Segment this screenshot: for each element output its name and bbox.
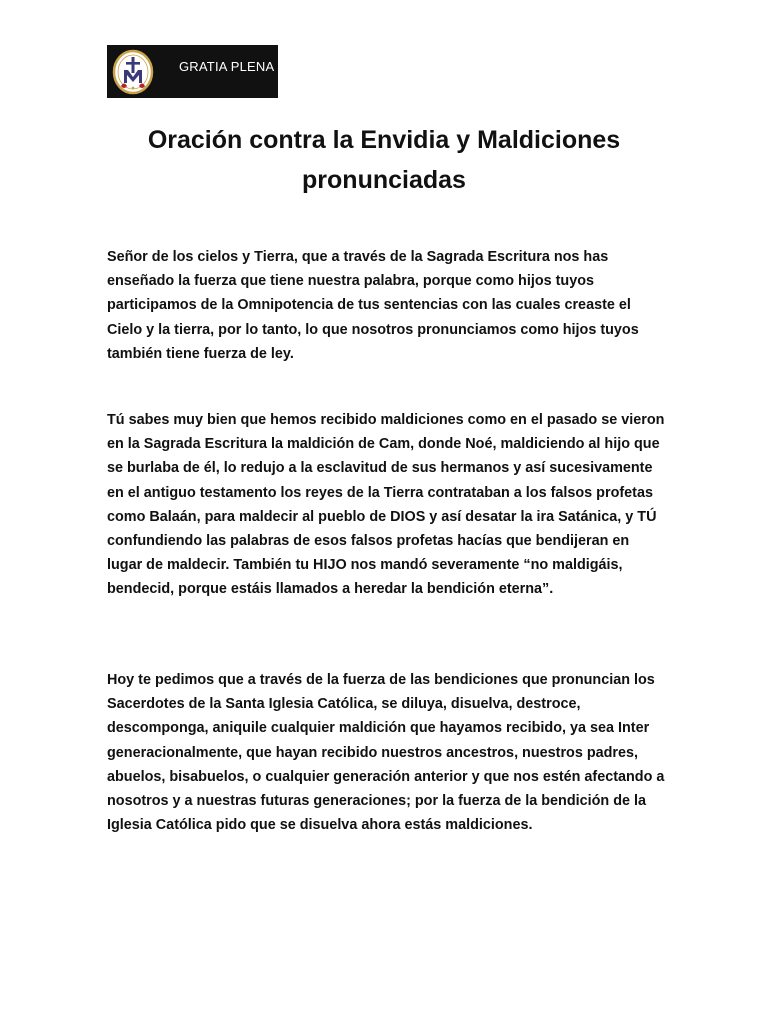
paragraph-3: Hoy te pedimos que a través de la fuerza de las bendiciones que pronuncian los Sacerdotes de la Santa Iglesia Católica, se diluya, disuelva, destroce, descomponga, aniquile cualquier maldición que hayamos recibido, ya sea Inter generacionalmente, que hayan recibido nuestros ancestros, nuestros padres, abuelos, bisabuelos, o cualquier generación anterior y que nos estén afectando a nosotros y a nuestras futuras generaciones; por la fuerza de la bendición de la Iglesia Católica pido que se disuelva ahora estás maldiciones.: [107, 672, 665, 834]
document-title: Oración contra la Envidia y Maldiciones pronunciadas: [147, 126, 621, 194]
paragraph-1: Señor de los cielos y Tierra, que a través de la Sagrada Escritura nos has enseñado la fuerza que tiene nuestra palabra, porque como hijos tuyos participamos de la Omnipotencia de tus sentencias con las cuales creaste el Cielo y la tierra, por lo tanto, lo que nosotros pronunciamos como hijos tuyos también tiene fuerza de ley.: [107, 249, 639, 362]
marian-cross-emblem-icon: [107, 45, 159, 98]
logo-text: GRATIA PLENA: [179, 59, 275, 74]
paragraph-2: Tú sabes muy bien que hemos recibido maldiciones como en el pasado se vieron en la Sagrada Escritura la maldición de Cam, donde Noé, maldiciendo al hijo que se burlaba de él, lo redujo a la esclavitud de sus hermanos y así sucesivamente en el antiguo testamento los reyes de la Tierra contrataban a los falsos profetas como Balaán, para maldecir al pueblo de DIOS y así desatar la ira Satánica, y TÚ confundiendo las palabras de esos falsos profetas hacías que bendijeran en lugar de maldecir. También tu HIJO nos mandó severamente “no maldigáis, bendecid, porque estáis llamados a heredar la bendición eterna”.: [107, 412, 665, 598]
logo-banner: [107, 45, 278, 98]
